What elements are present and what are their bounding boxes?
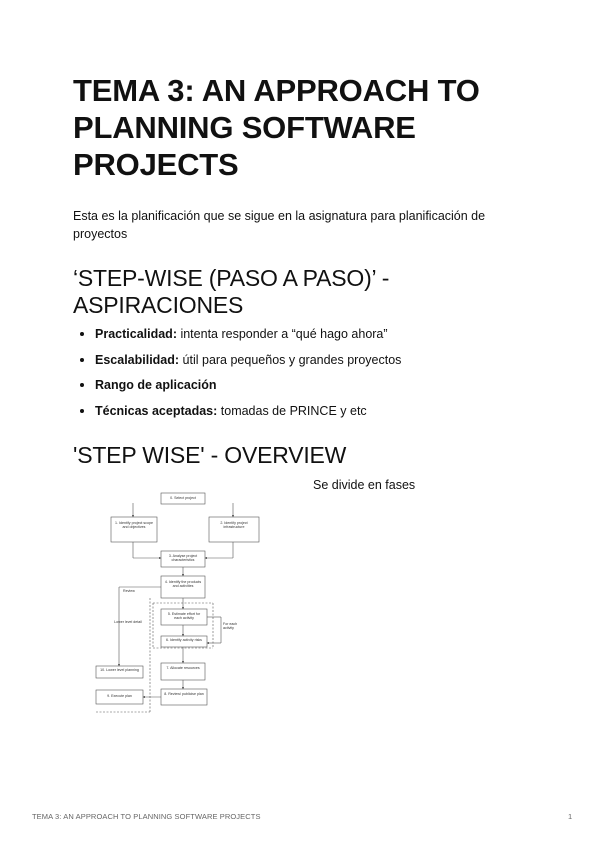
- step-label-2: 2. Identify project infrastructure: [220, 521, 248, 529]
- list-item-term: Técnicas aceptadas:: [95, 403, 218, 418]
- section-heading-aspiraciones: ‘STEP-WISE (PASO A PASO)’ - ASPIRACIONES: [73, 265, 390, 318]
- list-item: [73, 351, 401, 377]
- phases-note: Se divide en fases: [313, 478, 416, 492]
- footer-title: TEMA 3: AN APPROACH TO PLANNING SOFTWARE PROJECTS: [32, 812, 261, 821]
- list-item-term: Rango de aplicación: [95, 378, 217, 392]
- step-label-10: 10. Lower level planning: [100, 668, 139, 672]
- step-label-9: 9. Execute plan: [107, 694, 132, 698]
- list-item-term: Practicalidad:: [95, 327, 177, 341]
- list-item-text: útil para pequeños y grandes proyectos: [179, 352, 402, 367]
- step-label-7: 7. Allocate resources: [166, 666, 200, 670]
- step-label-8: 8. Review/ publicise plan: [164, 692, 204, 696]
- list-item: [73, 376, 401, 402]
- page-title: TEMA 3: AN APPROACH TO PLANNING SOFTWARE PROJECTS: [73, 73, 480, 182]
- step-label-6: 6. Identify activity risks: [166, 638, 202, 642]
- aspirations-list: [73, 325, 401, 427]
- list-item-term: Escalabilidad:: [95, 352, 180, 367]
- review-label: Review: [123, 589, 135, 593]
- step-label-5: 5. Estimate effort for each activity: [167, 612, 201, 620]
- for-each-activity-label: For each activity: [223, 622, 238, 630]
- list-item: [73, 402, 401, 428]
- list-item: [73, 325, 401, 351]
- section-heading-overview: 'STEP WISE' - OVERVIEW: [73, 442, 347, 468]
- lower-level-detail-label: Lower level detail: [114, 620, 142, 624]
- step-label-4: 4. Identify the products and activities: [164, 580, 202, 588]
- step-label-1: 1. Identify project scope and objectives: [115, 521, 153, 529]
- page-number: 1: [568, 812, 573, 821]
- intro-paragraph: Esta es la planificación que se sigue en la asignatura para planificación de proyectos: [73, 209, 486, 241]
- stepwise-diagram: [93, 490, 275, 716]
- list-item-text: tomadas de PRINCE y etc: [217, 403, 367, 418]
- step-label-0: 0. Select project: [170, 496, 196, 500]
- list-item-text: intenta responder a “qué hago ahora”: [176, 327, 388, 341]
- step-label-3: 3. Analyse project characteristics: [168, 554, 198, 562]
